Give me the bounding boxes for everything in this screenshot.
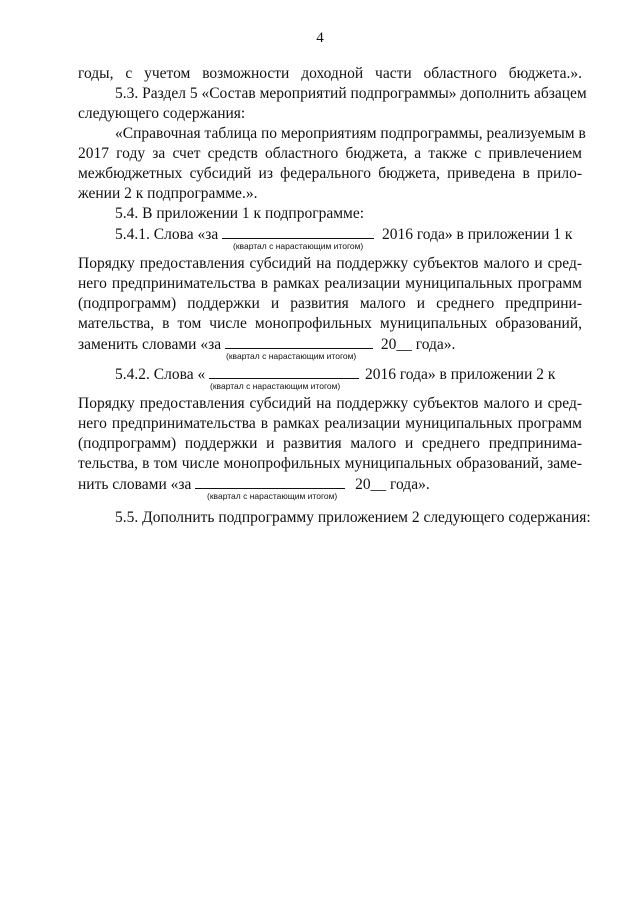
text-line: мательства, в том числе монопрофильных муниципальных образований,: [78, 315, 582, 332]
text-line: Порядку предоставления субсидий на поддержку субъектов малого и сред-: [78, 395, 582, 412]
text-segment: заменить словами «за: [78, 336, 222, 353]
text-segment: 2016 года» в приложении 1 к: [381, 226, 573, 243]
blank-hint: (квартал с нарастающим итогом): [233, 241, 364, 251]
page-number: 4: [316, 30, 324, 46]
text-line: него предпринимательства в рамках реализации муниципальных программ: [78, 275, 582, 292]
blank-field: [222, 224, 374, 239]
text-line: следующего содержания:: [78, 105, 246, 122]
text-segment: 5.4.1. Слова «за: [115, 226, 219, 243]
text-line: 5.5. Дополнить подпрограмму приложением 2 следующего содержания:: [115, 509, 591, 526]
text-line-with-blank: [115, 364, 582, 384]
blank-field: [209, 364, 359, 379]
text-line: (подпрограмм) поддержки и развития малого и среднего предприни-: [78, 295, 582, 312]
text-segment: нить словами «за: [78, 476, 192, 493]
text-line: Порядку предоставления субсидий на поддержку субъектов малого и сред-: [78, 255, 582, 272]
text-line: жении 2 к подпрограмме.».: [78, 185, 258, 202]
text-line: 5.4. В приложении 1 к подпрограмме:: [115, 205, 365, 222]
text-segment: 20__ года».: [380, 336, 456, 353]
text-line: 5.3. Раздел 5 «Состав мероприятий подпрограммы» дополнить абзацем: [115, 85, 587, 102]
text-line: «Справочная таблица по мероприятиям подпрограммы, реализуемым в: [115, 125, 586, 142]
text-segment: 5.4.2. Слова «: [115, 366, 206, 383]
blank-hint: (квартал с нарастающим итогом): [210, 381, 341, 391]
text-line: 2017 году за счет средств областного бюджета, а также с привлечением: [78, 145, 582, 162]
blank-field: [195, 474, 345, 489]
text-segment: 2016 года» в приложении 2 к: [364, 366, 556, 383]
blank-hint: (квартал с нарастающим итогом): [226, 351, 357, 361]
blank-hint: (квартал с нарастающим итогом): [207, 491, 338, 501]
text-line: межбюджетных субсидий из федерального бюджета, приведена в прило-: [78, 165, 582, 182]
text-line: (подпрограмм) поддержки и развития малого и среднего предпринима-: [78, 435, 582, 452]
blank-field: [225, 334, 373, 349]
text-line: тельства, в том числе монопрофильных муниципальных образований, заме-: [78, 455, 582, 472]
text-segment: 20__ года».: [355, 476, 430, 493]
text-line: годы, с учетом возможности доходной части областного бюджета.».: [78, 65, 582, 82]
text-line: него предпринимательства в рамках реализации муниципальных программ: [78, 415, 582, 432]
